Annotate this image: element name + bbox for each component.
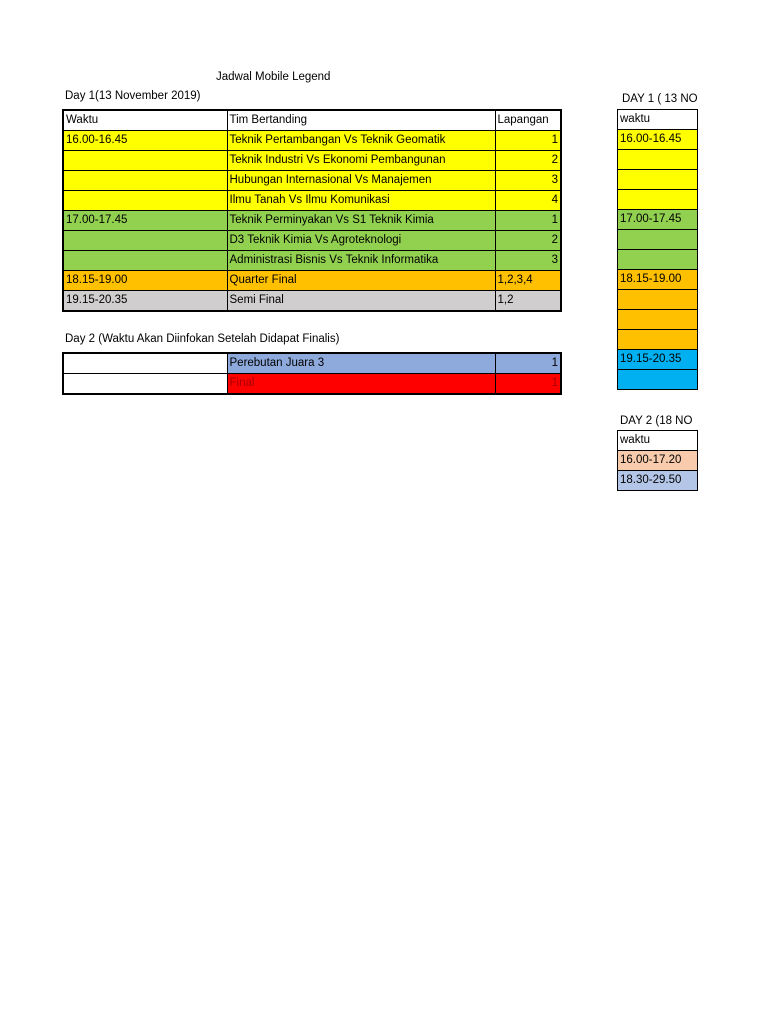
lapangan-cell: 1 (495, 374, 561, 395)
lapangan-cell: 1 (495, 211, 561, 231)
time-cell (618, 250, 698, 270)
table-row (63, 353, 561, 374)
right-day2-time-table (617, 430, 698, 491)
lapangan-cell: 1 (495, 353, 561, 374)
table-row (63, 151, 561, 171)
header-waktu: Waktu (63, 110, 227, 131)
time-cell (618, 150, 698, 170)
table-row (63, 251, 561, 271)
header-tim-bertanding: Tim Bertanding (227, 110, 495, 131)
tim-cell: Perebutan Juara 3 (227, 353, 495, 374)
waktu-cell (63, 231, 227, 251)
time-cell: 17.00-17.45 (618, 210, 698, 230)
lapangan-cell: 3 (495, 171, 561, 191)
lapangan-cell: 1 (495, 131, 561, 151)
page-title: Jadwal Mobile Legend (216, 71, 331, 83)
lapangan-cell: 2 (495, 151, 561, 171)
waktu-cell: 19.15-20.35 (63, 291, 227, 312)
tim-cell: Quarter Final (227, 271, 495, 291)
right-day2-header-waktu: waktu (618, 431, 698, 451)
right-day2-heading: DAY 2 (18 NO (620, 415, 693, 427)
tim-cell: D3 Teknik Kimia Vs Agroteknologi (227, 231, 495, 251)
waktu-cell (63, 251, 227, 271)
table-row (63, 171, 561, 191)
tim-cell: Teknik Pertambangan Vs Teknik Geomatik (227, 131, 495, 151)
waktu-cell (63, 171, 227, 191)
time-cell (618, 230, 698, 250)
time-cell: 18.30-29.50 (618, 471, 698, 491)
table-row (63, 211, 561, 231)
table-row (63, 291, 561, 312)
day2-heading: Day 2 (Waktu Akan Diinfokan Setelah Didapat Finalis) (65, 333, 340, 345)
table-row (63, 271, 561, 291)
right-day1-heading: DAY 1 ( 13 NO (622, 93, 698, 105)
tim-cell: Hubungan Internasional Vs Manajemen (227, 171, 495, 191)
waktu-cell (63, 151, 227, 171)
lapangan-cell: 1,2,3,4 (495, 271, 561, 291)
tim-cell: Semi Final (227, 291, 495, 312)
lapangan-cell: 1,2 (495, 291, 561, 312)
lapangan-cell: 4 (495, 191, 561, 211)
table-row (63, 231, 561, 251)
tim-cell: Final (227, 374, 495, 395)
tim-cell: Teknik Perminyakan Vs S1 Teknik Kimia (227, 211, 495, 231)
lapangan-cell: 3 (495, 251, 561, 271)
tim-cell: Administrasi Bisnis Vs Teknik Informatika (227, 251, 495, 271)
waktu-cell: 18.15-19.00 (63, 271, 227, 291)
time-cell (618, 290, 698, 310)
waktu-cell: 16.00-16.45 (63, 131, 227, 151)
table-row (63, 191, 561, 211)
header-lapangan: Lapangan (495, 110, 561, 131)
tim-cell: Teknik Industri Vs Ekonomi Pembangunan (227, 151, 495, 171)
right-header-waktu: waktu (618, 110, 698, 130)
waktu-cell (63, 353, 227, 374)
lapangan-cell: 2 (495, 231, 561, 251)
table-row (63, 131, 561, 151)
time-cell (618, 370, 698, 390)
time-cell (618, 330, 698, 350)
time-cell: 19.15-20.35 (618, 350, 698, 370)
time-cell (618, 190, 698, 210)
waktu-cell (63, 191, 227, 211)
time-cell: 16.00-16.45 (618, 130, 698, 150)
day1-heading: Day 1(13 November 2019) (65, 90, 201, 102)
tim-cell: Ilmu Tanah Vs Ilmu Komunikasi (227, 191, 495, 211)
waktu-cell: 17.00-17.45 (63, 211, 227, 231)
time-cell: 18.15-19.00 (618, 270, 698, 290)
right-day1-time-table (617, 109, 698, 390)
table-header-row (63, 110, 561, 131)
time-cell (618, 170, 698, 190)
day1-schedule-table (62, 109, 562, 312)
time-cell: 16.00-17.20 (618, 451, 698, 471)
waktu-cell (63, 374, 227, 395)
table-row (63, 374, 561, 395)
day2-schedule-table (62, 352, 562, 395)
time-cell (618, 310, 698, 330)
